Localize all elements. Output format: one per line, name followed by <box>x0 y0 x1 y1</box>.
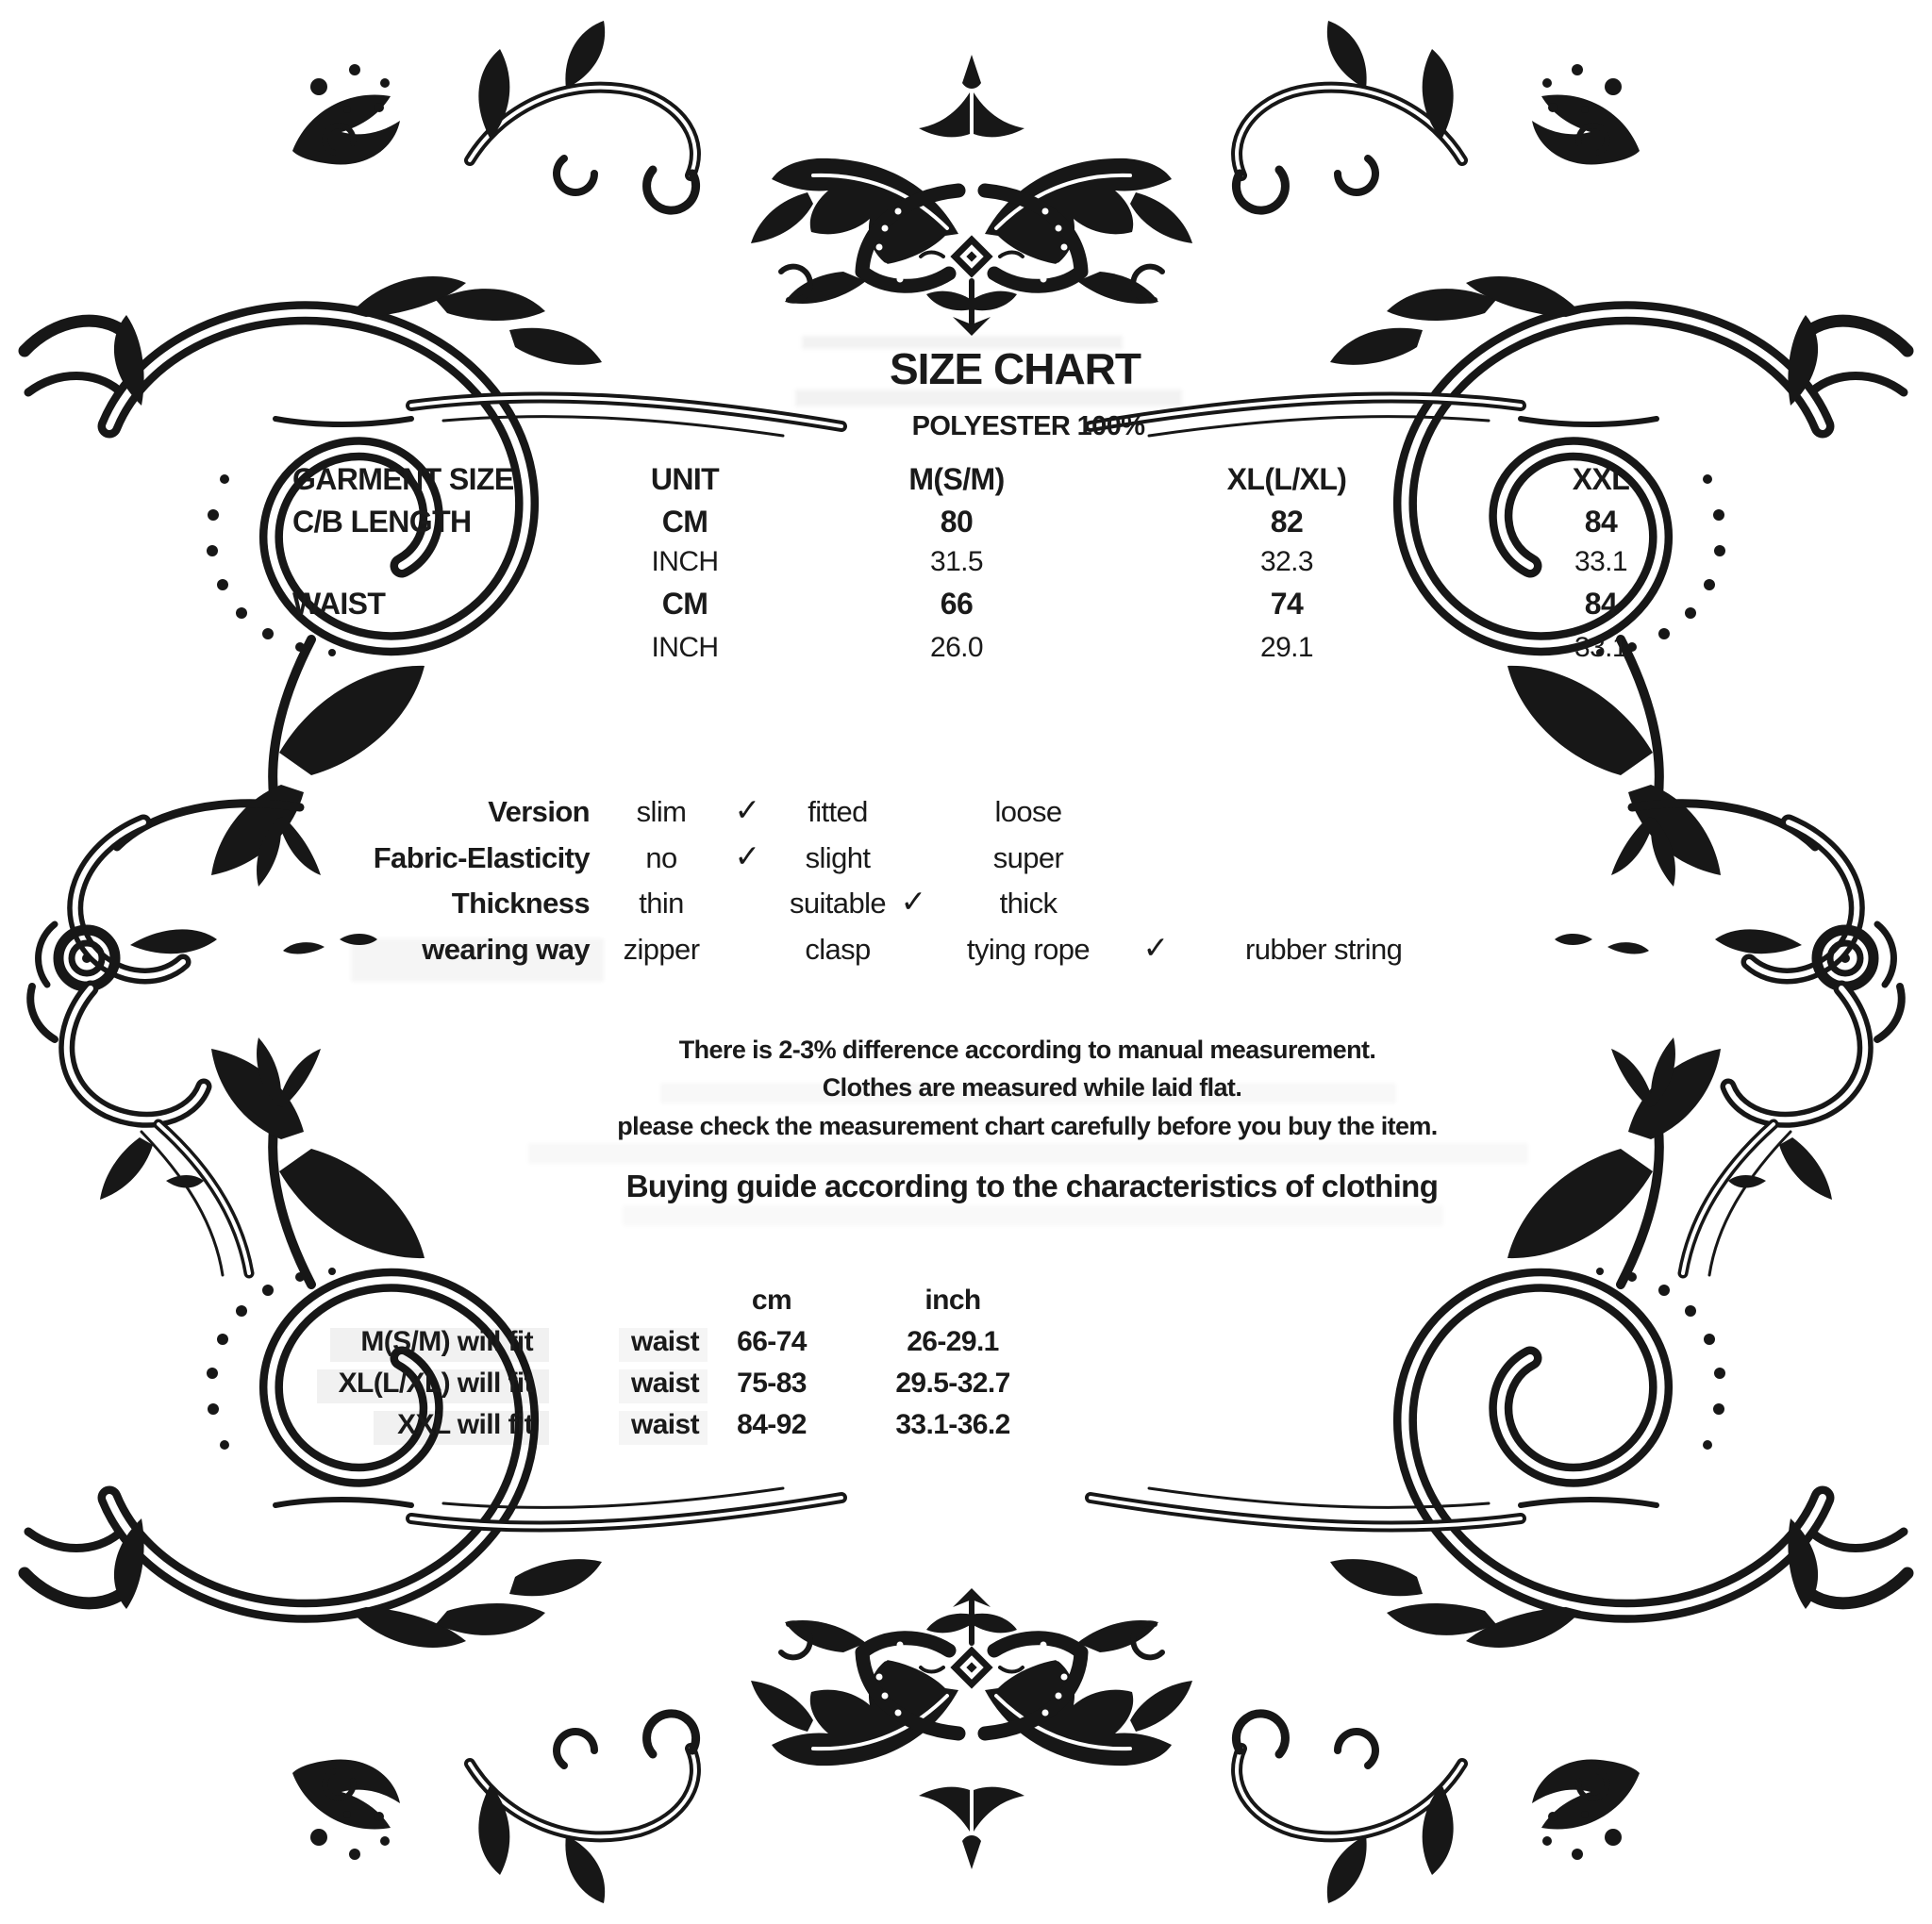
feature-option: super <box>992 841 1064 874</box>
fit-row-label: XL(L/XL) will fit <box>338 1368 533 1399</box>
feature-label: Thickness <box>451 887 590 920</box>
size-row-unit: CM <box>661 587 708 621</box>
feature-label: Version <box>488 795 590 828</box>
size-value-xl: 29.1 <box>1260 632 1313 663</box>
check-mark-icon: ✓ <box>734 792 760 827</box>
measurement-note: please check the measurement chart carefully before you buy the item. <box>617 1112 1438 1140</box>
ghost-artifact <box>623 1205 1443 1226</box>
measurement-note: Clothes are measured while laid flat. <box>822 1073 1242 1102</box>
fit-range-cm: 75-83 <box>737 1368 807 1399</box>
size-value-m: 31.5 <box>930 546 983 577</box>
size-value-xxl: 84 <box>1584 505 1618 539</box>
feature-option: rubber string <box>1245 933 1403 966</box>
size-value-xl: 32.3 <box>1260 546 1313 577</box>
feature-option: no <box>645 841 677 874</box>
fit-row-measure: waist <box>630 1409 700 1440</box>
feature-option: loose <box>994 795 1062 828</box>
check-mark-icon: ✓ <box>1142 930 1169 965</box>
feature-option: thick <box>999 887 1058 920</box>
buying-guide-heading: Buying guide according to the characteristics of clothing <box>625 1169 1439 1203</box>
size-value-m: 66 <box>940 587 974 621</box>
feature-option: slim <box>636 795 687 828</box>
fit-col-header-inch: inch <box>924 1285 981 1316</box>
size-row-label: C/B LENGTH <box>292 505 472 539</box>
feature-label: Fabric-Elasticity <box>373 841 590 874</box>
size-col-header-garment: GARMENT SIZE <box>292 462 514 496</box>
size-row-label: WAIST <box>292 587 386 621</box>
feature-option: zipper <box>623 933 700 966</box>
check-mark-icon: ✓ <box>734 838 760 873</box>
size-value-xl: 82 <box>1270 505 1304 539</box>
check-mark-icon: ✓ <box>900 884 926 919</box>
ghost-artifact <box>528 1143 1528 1164</box>
fit-range-cm: 66-74 <box>737 1326 807 1357</box>
feature-option: suitable <box>789 887 887 920</box>
size-col-header-unit: UNIT <box>650 462 720 496</box>
feature-option: thin <box>639 887 684 920</box>
feature-option: clasp <box>805 933 871 966</box>
size-row-unit: INCH <box>651 632 719 663</box>
feature-option: tying rope <box>966 933 1091 966</box>
fit-range-inch: 33.1-36.2 <box>895 1409 1010 1440</box>
material-subtitle: POLYESTER 100% <box>911 411 1145 441</box>
feature-label: wearing way <box>422 933 590 966</box>
size-value-xxl: 33.1 <box>1574 632 1627 663</box>
size-row-unit: CM <box>661 505 708 539</box>
feature-option: slight <box>805 841 871 874</box>
size-value-xxl: 84 <box>1584 587 1618 621</box>
measurement-note: There is 2-3% difference according to manual measurement. <box>678 1036 1376 1064</box>
fit-range-cm: 84-92 <box>737 1409 807 1440</box>
fit-col-header-cm: cm <box>751 1285 792 1316</box>
fit-row-label: M(S/M) will fit <box>360 1326 533 1357</box>
feature-option: fitted <box>808 795 868 828</box>
size-value-xxl: 33.1 <box>1574 546 1627 577</box>
fit-row-label: XXL will fit <box>397 1409 533 1440</box>
size-value-m: 26.0 <box>930 632 983 663</box>
page-title: SIZE CHART <box>890 344 1141 393</box>
fit-row-measure: waist <box>630 1368 700 1399</box>
size-row-unit: INCH <box>651 546 719 577</box>
fit-range-inch: 26-29.1 <box>907 1326 999 1357</box>
size-value-xl: 74 <box>1270 587 1304 621</box>
size-col-header-xxl: XXL <box>1572 462 1630 496</box>
fit-row-measure: waist <box>630 1326 700 1357</box>
size-col-header-m: M(S/M) <box>908 462 1005 496</box>
fit-range-inch: 29.5-32.7 <box>895 1368 1010 1399</box>
size-col-header-xl: XL(L/XL) <box>1226 462 1347 496</box>
size-value-m: 80 <box>940 505 974 539</box>
